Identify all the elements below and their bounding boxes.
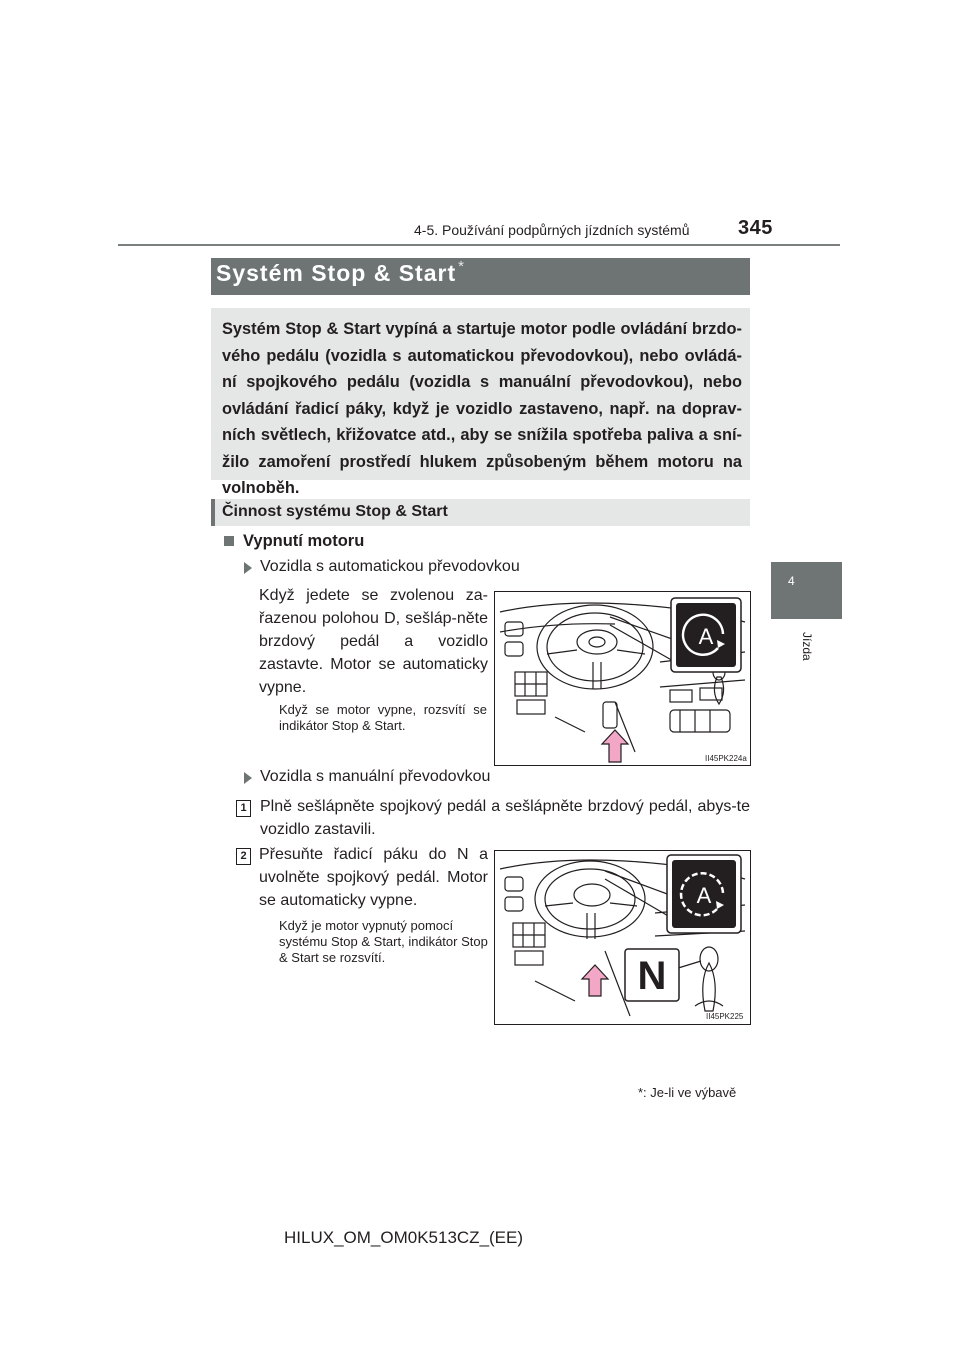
intro-text: Systém Stop & Start vypíná a startuje motor podle ovládání brzdo-vého pedálu (vozidla s automatickou převodovkou), nebo ovládá-ní spojkového pedálu (vozidla s manuální převodovkou), nebo ovládání řadicí páky, když je vozidlo zastaveno, např. na doprav-ních světlech, křižovatce atd., aby se snížila spotřeba paliva a sní-žilo zamoření prostředí hlukem způsobeným během motoru na volnoběh. — [222, 320, 742, 497]
manual-note: Když je motor vypnutý pomocí systému Stop & Start, indikátor Stop & Start se rozsvítí. — [279, 918, 488, 965]
step-number-1: 1 — [236, 800, 251, 817]
page-title-text: Systém Stop & Start — [216, 260, 457, 286]
subsection-mark — [211, 499, 215, 526]
gear-n-label: N — [637, 954, 667, 998]
title-asterisk: * — [458, 258, 465, 275]
footer-code: HILUX_OM_OM0K513CZ_(EE) — [284, 1228, 524, 1247]
up-arrow-icon — [602, 730, 628, 762]
manual-label: Vozidla s manuální převodovkou — [260, 768, 491, 785]
subsection-title: Činnost systému Stop & Start — [222, 503, 448, 520]
svg-text:A: A — [696, 883, 712, 908]
dashboard-illustration — [495, 592, 750, 765]
step-1-text: Plně sešlápněte spojkový pedál a sešlápněte brzdový pedál, abys-te vozidlo zastavili. — [260, 798, 750, 838]
figure-automatic — [494, 591, 751, 766]
page-title — [216, 260, 465, 287]
figure-manual-code: II45PK225 — [706, 1012, 744, 1021]
step-2-text: Přesuňte řadicí páku do N a uvolněte spojkový pedál. Motor se automaticky vypne. — [259, 846, 488, 909]
header-section: 4-5. Používání podpůrných jízdních systémů — [414, 222, 690, 238]
chapter-title: Jízda — [800, 632, 814, 661]
square-bullet-icon — [224, 536, 234, 546]
figure-manual — [494, 850, 751, 1025]
triangle-bullet-icon — [244, 772, 252, 784]
figure-automatic-code: II45PK224a — [705, 754, 747, 763]
engine-off-title: Vypnutí motoru — [243, 532, 365, 550]
page-number: 345 — [738, 217, 773, 239]
step-number-2: 2 — [236, 848, 251, 865]
chapter-number: 4 — [788, 574, 795, 588]
automatic-label: Vozidla s automatickou převodovkou — [260, 558, 520, 575]
up-arrow-icon — [582, 965, 608, 996]
footnote: *: Je-li ve výbavě — [638, 1085, 737, 1100]
automatic-note: Když se motor vypne, rozsvítí se indikátor Stop & Start. — [279, 702, 487, 733]
automatic-text: Když jedete se zvolenou za-řazenou polohou D, sešláp-něte brzdový pedál a vozidlo zastavte. Motor se automaticky vypne. — [259, 587, 488, 696]
header-rule — [118, 244, 840, 246]
chapter-tab — [771, 562, 842, 619]
manual-dashboard-illustration — [495, 851, 750, 1024]
svg-text:A: A — [698, 624, 714, 649]
triangle-bullet-icon — [244, 562, 252, 574]
